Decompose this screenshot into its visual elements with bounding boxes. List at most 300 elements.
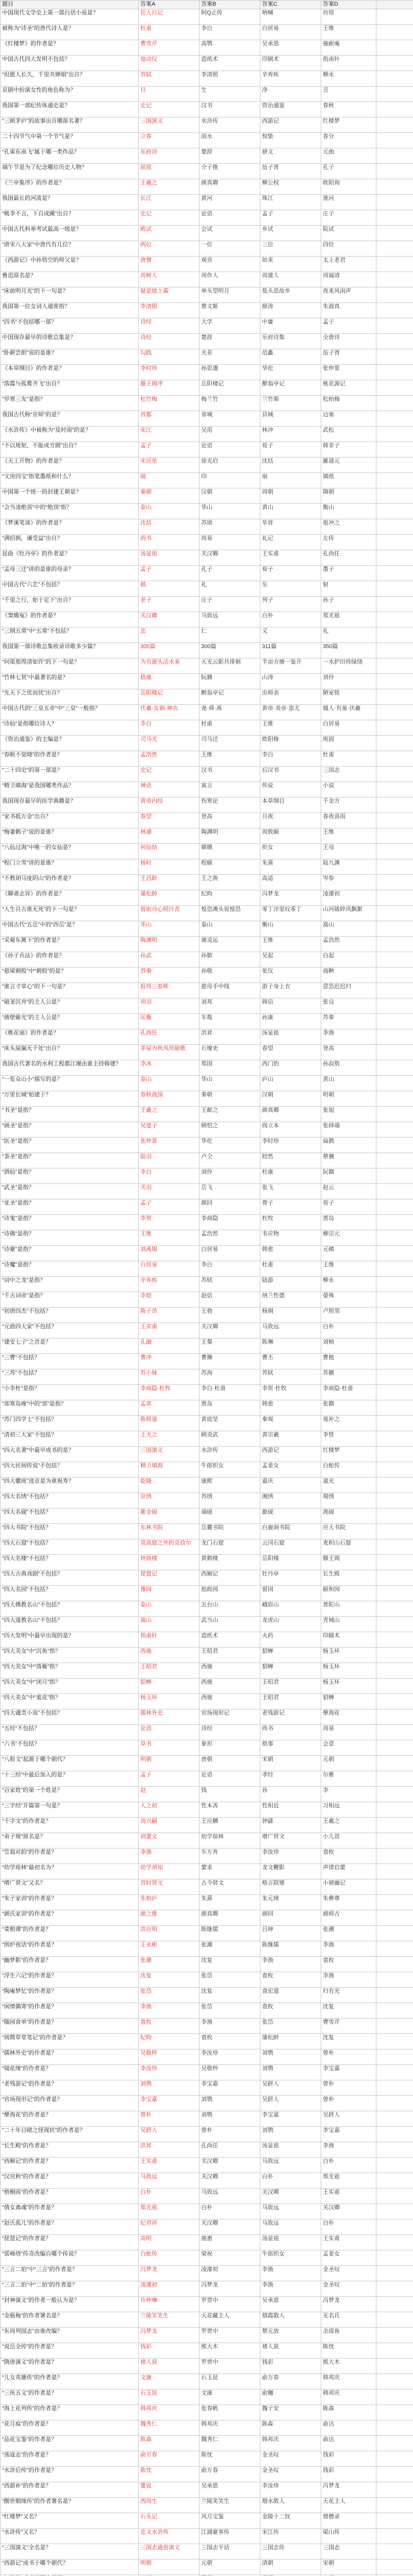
answer-a-cell[interactable]: 狂人日记 [139,9,200,25]
answer-d-cell[interactable]: 冯梦龙 [321,2482,376,2498]
answer-b-cell[interactable]: 关汉卿 [200,2158,260,2173]
answer-d-cell[interactable]: 李贽 [321,1431,376,1447]
extra-cell[interactable] [376,1354,413,1369]
question-cell[interactable]: “幼学琼林”最初名为？ [1,1864,139,1879]
answer-b-cell[interactable]: 秦朝 [200,1091,260,1107]
answer-c-cell[interactable]: 张岱 [260,2019,321,2034]
answer-b-cell[interactable]: 阮籍 [200,674,260,689]
answer-a-cell[interactable]: 泰山 [139,1601,200,1617]
answer-c-cell[interactable]: 王昭君 [260,1679,321,1694]
question-cell[interactable]: “竹林七贤”中最著名的是？ [1,674,139,689]
extra-cell[interactable] [376,1524,413,1539]
answer-c-cell[interactable]: 李汝珍 [260,2482,321,2498]
answer-c-cell[interactable]: 云冈石窟 [260,1539,321,1555]
question-cell[interactable]: 中国古代四大发明不包括？ [1,56,139,71]
answer-b-cell[interactable]: 陈忱 [200,2451,260,2467]
answer-d-cell[interactable]: 韩邦庆 [321,2374,376,2389]
answer-a-cell[interactable]: 冯梦龙 [139,2266,200,2281]
answer-b-cell[interactable]: 论语 [200,442,260,457]
question-cell[interactable]: “家书抵万金”出自？ [1,813,139,828]
answer-b-cell[interactable]: 兰陵笑笑生 [200,2498,260,2513]
extra-cell[interactable] [376,921,413,937]
answer-d-cell[interactable]: 赵云 [321,1184,376,1199]
question-cell[interactable]: “三言二拍”中“三言”的作者是？ [1,2266,139,2281]
answer-d-cell[interactable]: 嵩山 [321,921,376,937]
answer-a-cell[interactable]: 王羲之 [139,1107,200,1122]
extra-cell[interactable] [376,1833,413,1849]
answer-d-cell[interactable]: 俞达 [321,2420,376,2436]
answer-b-cell[interactable]: 曾朴 [200,2127,260,2142]
extra-cell[interactable] [376,365,413,380]
question-cell[interactable]: “闲情偶寄”的作者是？ [1,2003,139,2019]
question-cell[interactable]: “四大美女”中“沉鱼”指？ [1,1648,139,1663]
answer-a-cell[interactable]: 貂蝉 [139,1679,200,1694]
extra-cell[interactable] [376,705,413,720]
answer-b-cell[interactable]: 曹操 [200,1354,260,1369]
answer-a-cell[interactable]: 石玉昆 [139,2389,200,2405]
answer-a-cell[interactable]: 陶渊明 [139,937,200,952]
answer-c-cell[interactable]: 嘉庆 [260,1478,321,1493]
answer-b-cell[interactable]: 周易 [200,535,260,550]
extra-cell[interactable] [376,1462,413,1478]
answer-d-cell[interactable]: 沈复 [321,2034,376,2049]
answer-b-cell[interactable]: 王维 [200,751,260,767]
answer-a-cell[interactable]: 曹雪芹 [139,40,200,56]
answer-a-cell[interactable]: 石头记 [139,2513,200,2529]
answer-b-cell[interactable]: 伤寒论 [200,798,260,813]
question-cell[interactable]: “人生自古谁无死”的下一句是？ [1,906,139,921]
extra-cell[interactable] [376,1756,413,1771]
question-cell[interactable]: “雷峰塔”传奇改编自哪个传说？ [1,2250,139,2266]
answer-d-cell[interactable]: 登高 [321,1045,376,1060]
extra-cell[interactable] [376,457,413,473]
extra-cell[interactable] [376,1478,413,1493]
answer-c-cell[interactable]: 吴趼人 [260,2080,321,2096]
answer-b-cell[interactable]: 仁 [200,628,260,643]
extra-cell[interactable] [376,2513,413,2529]
answer-b-cell[interactable]: 罗贯中 [200,2297,260,2312]
answer-a-cell[interactable]: 李贺 [139,1215,200,1230]
answer-b-cell[interactable]: 钱 [200,1787,260,1802]
answer-c-cell[interactable]: 陆游 [260,1277,321,1292]
answer-a-cell[interactable]: 诗经 [139,334,200,349]
answer-a-cell[interactable]: 尚书 [139,535,200,550]
answer-b-cell[interactable]: 王粲 [200,1338,260,1354]
answer-a-cell[interactable]: 三国志通俗演义 [139,2544,200,2560]
answer-b-cell[interactable]: 康熙 [200,1478,260,1493]
answer-a-cell[interactable]: 西周生 [139,2498,200,2513]
answer-d-cell[interactable]: 张潮 [321,1926,376,1941]
answer-c-cell[interactable]: 汤显祖 [260,2235,321,2250]
extra-cell[interactable] [376,2297,413,2312]
extra-cell[interactable] [376,1879,413,1895]
answer-b-cell[interactable]: 李清照 [200,71,260,87]
answer-a-cell[interactable]: 殿试 [139,226,200,241]
answer-c-cell[interactable]: 李宝嘉 [260,2111,321,2127]
extra-cell[interactable] [376,2235,413,2250]
answer-d-cell[interactable]: 卢照邻 [321,1308,376,1323]
answer-c-cell[interactable]: 张飞 [260,1184,321,1199]
answer-c-cell[interactable]: 冯梦龙 [260,890,321,906]
extra-cell[interactable] [376,1246,413,1261]
answer-a-cell[interactable]: 纪昀 [139,2034,200,2049]
answer-d-cell[interactable]: 意恐迟迟归 [321,983,376,998]
answer-a-cell[interactable]: 钱彩 [139,2343,200,2359]
answer-b-cell[interactable]: 泰山 [200,921,260,937]
answer-a-cell[interactable]: 郑光祖 [139,2204,200,2219]
answer-c-cell[interactable]: 义 [260,628,321,643]
answer-c-cell[interactable]: 韩愈 [260,1400,321,1416]
extra-cell[interactable] [376,1802,413,1818]
extra-cell[interactable] [376,2359,413,2374]
answer-b-cell[interactable]: 西厢记 [200,1570,260,1586]
answer-a-cell[interactable]: 伏羲·女娲·神农 [139,705,200,720]
answer-a-cell[interactable]: 李冰 [139,1060,200,1076]
answer-c-cell[interactable]: 骈文 [260,148,321,164]
answer-c-cell[interactable]: 白鹿洞书院 [260,1524,321,1539]
question-cell[interactable]: “倩女离魂”的作者是？ [1,2204,139,2219]
answer-b-cell[interactable]: 风月宝鉴 [200,2513,260,2529]
answer-b-cell[interactable]: 赵佶 [200,1292,260,1308]
answer-c-cell[interactable]: 朱元璋 [260,1895,321,1910]
answer-d-cell[interactable]: 苏秦 [321,1014,376,1029]
answer-c-cell[interactable]: 袁枚 [260,1972,321,1988]
extra-cell[interactable] [376,813,413,828]
question-cell[interactable]: 我国现存最早的医学典籍是？ [1,798,139,813]
answer-c-cell[interactable]: 白朴 [260,612,321,628]
answer-c-cell[interactable]: 范蠡 [260,349,321,365]
answer-d-cell[interactable]: 千金方 [321,798,376,813]
answer-d-cell[interactable]: 元曲 [321,148,376,164]
answer-d-cell[interactable]: 孟子 [321,318,376,334]
extra-cell[interactable] [376,736,413,751]
answer-c-cell[interactable]: 春望 [260,1045,321,1060]
answer-a-cell[interactable]: 吴道子 [139,1122,200,1138]
answer-c-cell[interactable]: 袁枚 [260,2003,321,2019]
answer-c-cell[interactable]: 如来 [260,257,321,272]
answer-d-cell[interactable]: 孔子 [321,164,376,179]
extra-cell[interactable] [376,844,413,859]
answer-a-cell[interactable]: 论语 [139,1725,200,1740]
question-cell[interactable]: “精卫填海”是我国哪类作品？ [1,782,139,798]
header-answer-d[interactable]: 答案D [321,1,376,9]
answer-b-cell[interactable]: 白朴 [200,2204,260,2219]
extra-cell[interactable] [376,2312,413,2328]
answer-d-cell[interactable]: 金圣叹 [321,2266,376,2281]
answer-b-cell[interactable]: 石壕吏 [200,1045,260,1060]
answer-c-cell[interactable]: 零丁洋里叹零丁 [260,906,321,921]
question-cell[interactable]: “凿壁偷光”的主人公是？ [1,1014,139,1029]
question-cell[interactable]: “儿女英雄传”的作者是？ [1,2374,139,2389]
answer-b-cell[interactable]: 司马迁 [200,736,260,751]
extra-cell[interactable] [376,2173,413,2189]
question-cell[interactable]: “四大道教名山”不包括？ [1,1617,139,1632]
extra-cell[interactable] [376,148,413,164]
answer-d-cell[interactable]: 王维 [321,25,376,40]
extra-cell[interactable] [376,117,413,133]
answer-d-cell[interactable]: 扁鹊 [321,1138,376,1153]
extra-cell[interactable] [376,210,413,226]
question-cell[interactable]: “满招损，谦受益”出自？ [1,535,139,550]
question-cell[interactable]: “二十年目睹之怪现状”的作者是？ [1,2127,139,2142]
question-cell[interactable]: “陶庵梦忆”的作者是？ [1,1988,139,2003]
answer-d-cell[interactable]: 春夜喜雨 [321,813,376,828]
extra-cell[interactable] [376,2158,413,2173]
extra-cell[interactable] [376,2544,413,2560]
answer-b-cell[interactable]: 汉朝 [200,488,260,504]
answer-d-cell[interactable]: 彷徨 [321,9,376,25]
answer-c-cell[interactable]: 袁宏道 [260,1988,321,2003]
answer-d-cell[interactable]: 朱淑真 [321,303,376,318]
answer-c-cell[interactable]: 乐府诗集 [260,334,321,349]
answer-d-cell[interactable]: 班固 [321,736,376,751]
answer-c-cell[interactable]: 俞樾 [260,2389,321,2405]
answer-c-cell[interactable]: 马致远 [260,2219,321,2235]
question-cell[interactable]: 《梦溪笔谈》的作者是？ [1,519,139,535]
extra-cell[interactable] [376,875,413,890]
answer-b-cell[interactable]: 汉书 [200,102,260,117]
answer-c-cell[interactable]: 周建人 [260,272,321,287]
answer-c-cell[interactable]: 辛弃疾 [260,71,321,87]
answer-c-cell[interactable]: 三位 [260,241,321,257]
extra-cell[interactable] [376,674,413,689]
answer-b-cell[interactable]: 梁祝 [200,2250,260,2266]
answer-d-cell[interactable]: 印刷术 [321,1632,376,1648]
answer-d-cell[interactable]: 黄山 [321,1076,376,1091]
answer-a-cell[interactable]: 嵩山 [139,1617,200,1632]
answer-c-cell[interactable]: 貂蝉 [260,1663,321,1679]
extra-cell[interactable] [376,689,413,705]
extra-cell[interactable] [376,1277,413,1292]
question-cell[interactable]: “醒世姻缘传”的作者署名是？ [1,2498,139,2513]
answer-c-cell[interactable]: 峨眉山 [260,1601,321,1617]
extra-cell[interactable] [376,9,413,25]
answer-b-cell[interactable]: 象形 [200,1740,260,1756]
answer-b-cell[interactable]: 江湖豪客传 [200,2529,260,2544]
answer-a-cell[interactable]: 幼学须知 [139,1864,200,1879]
question-cell[interactable]: “西游补”的作者是？ [1,2482,139,2498]
answer-b-cell[interactable]: 省城 [200,411,260,427]
question-cell[interactable]: “郊寒岛瘦”中的“郊”是指？ [1,1400,139,1416]
answer-a-cell[interactable]: 褚人获 [139,2359,200,2374]
question-cell[interactable]: “东周列国志”由谁改编？ [1,2328,139,2343]
answer-c-cell[interactable]: 珠江 [260,195,321,210]
question-cell[interactable]: “不教胡马度阴山”的作者是？ [1,875,139,890]
answer-d-cell[interactable]: 天花主人 [321,2498,376,2513]
extra-cell[interactable] [376,1509,413,1524]
answer-d-cell[interactable]: 张籍 [321,1400,376,1416]
question-cell[interactable]: “问渠那得清如许”的下一句是？ [1,658,139,674]
answer-a-cell[interactable]: 神话 [139,782,200,798]
answer-a-cell[interactable]: 许仲琳 [139,2297,200,2312]
extra-cell[interactable] [376,1045,413,1060]
answer-b-cell[interactable]: 颜回 [200,1199,260,1215]
question-cell[interactable]: “千里之行，始于足下”出自？ [1,597,139,612]
answer-a-cell[interactable]: 疑是地上霜 [139,287,200,303]
answer-c-cell[interactable]: 扇 [260,473,321,488]
question-cell[interactable]: “桃李不言，下自成蹊”出自？ [1,210,139,226]
question-cell[interactable]: “落霞与孤鹜齐飞”出自？ [1,380,139,396]
question-cell[interactable]: “封神演义”的作者一般认为是？ [1,2297,139,2312]
answer-b-cell[interactable]: 石玉昆 [200,2374,260,2389]
answer-d-cell[interactable]: 三国志 [321,767,376,782]
extra-cell[interactable] [376,2498,413,2513]
answer-d-cell[interactable]: 声律启蒙 [321,1864,376,1879]
question-cell[interactable]: “二十四史”的第一部是？ [1,767,139,782]
answer-a-cell[interactable]: 兰陵笑笑生 [139,2312,200,2328]
answer-a-cell[interactable]: 孟子 [139,1199,200,1215]
answer-b-cell[interactable]: 华山 [200,1076,260,1091]
answer-b-cell[interactable]: 三国志平话 [200,2544,260,2560]
answer-b-cell[interactable]: 高鹗 [200,40,260,56]
answer-a-cell[interactable]: 汤显祖 [139,550,200,566]
answer-a-cell[interactable]: 草书 [139,1740,200,1756]
extra-cell[interactable] [376,1694,413,1709]
question-cell[interactable]: “赵氏孤儿”的作者是？ [1,2219,139,2235]
answer-b-cell[interactable]: 刘邦 [200,998,260,1014]
extra-cell[interactable] [376,1385,413,1400]
answer-b-cell[interactable]: 造纸术 [200,56,260,71]
answer-a-cell[interactable]: 辛弃疾 [139,1277,200,1292]
answer-b-cell[interactable]: 庄子 [200,597,260,612]
question-cell[interactable]: “词中之龙”是指？ [1,1277,139,1292]
answer-a-cell[interactable]: 两位 [139,241,200,257]
question-cell[interactable]: “三侠五义”的作者是？ [1,2389,139,2405]
extra-cell[interactable] [376,2034,413,2049]
answer-d-cell[interactable]: 李渔 [321,1972,376,1988]
answer-b-cell[interactable]: 张春帆 [200,2405,260,2420]
answer-c-cell[interactable]: 岳阳楼 [260,1555,321,1570]
answer-b-cell[interactable]: 观音 [200,257,260,272]
extra-cell[interactable] [376,318,413,334]
answer-b-cell[interactable]: 陈继儒 [200,1926,260,1941]
answer-a-cell[interactable]: 杨时 [139,859,200,875]
header-answer-b[interactable]: 答案B [200,1,260,9]
answer-c-cell[interactable]: 蔡元放 [260,2328,321,2343]
answer-b-cell[interactable]: 孔尚任 [200,2142,260,2158]
extra-cell[interactable] [376,612,413,628]
question-cell[interactable]: “四大名园”不包括？ [1,1586,139,1601]
extra-cell[interactable] [376,1308,413,1323]
answer-c-cell[interactable]: 龙文鞭影 [260,1864,321,1879]
answer-d-cell[interactable]: 小说 [321,782,376,798]
answer-b-cell[interactable]: 吴用 [200,427,260,442]
answer-c-cell[interactable]: 荀子 [260,566,321,581]
answer-c-cell[interactable]: 汤显祖 [260,1029,321,1045]
answer-d-cell[interactable]: 貂蝉 [321,1694,376,1709]
answer-c-cell[interactable]: 格言联璧 [260,1879,321,1895]
answer-c-cell[interactable]: 吴承恩 [260,2297,321,2312]
question-cell[interactable]: 《红楼梦》的作者是？ [1,40,139,56]
answer-d-cell[interactable]: 夜来风雨声 [321,287,376,303]
answer-c-cell[interactable]: 金陵十二钗 [260,2513,321,2529]
answer-a-cell[interactable]: 刘鹗 [139,2080,200,2096]
question-cell[interactable]: “随园食单”的作者是？ [1,2019,139,2034]
answer-b-cell[interactable]: 蔡文姬 [200,303,260,318]
answer-a-cell[interactable]: 周兴嗣 [139,1818,200,1833]
answer-a-cell[interactable]: 泰山 [139,1076,200,1091]
extra-cell[interactable] [376,751,413,767]
answer-d-cell[interactable]: 关汉卿 [321,2204,376,2219]
answer-c-cell[interactable]: 曾子 [260,1199,321,1215]
answer-c-cell[interactable]: 礼记 [260,535,321,550]
answer-d-cell[interactable]: 春秋 [321,102,376,117]
answer-d-cell[interactable]: 孽海花 [321,1709,376,1725]
question-cell[interactable]: “但愿人长久，千里共婵娟”出自？ [1,71,139,87]
answer-b-cell[interactable]: 印 [200,473,260,488]
extra-cell[interactable] [376,890,413,906]
answer-a-cell[interactable]: 报得三春晖 [139,983,200,998]
answer-d-cell[interactable]: 曾朴 [321,2049,376,2065]
answer-c-cell[interactable]: 褚人获 [260,2343,321,2359]
answer-d-cell[interactable]: 会意 [321,1740,376,1756]
answer-c-cell[interactable]: 李时珍 [260,1138,321,1153]
extra-cell[interactable] [376,968,413,983]
answer-d-cell[interactable]: 熊大木 [321,2359,376,2374]
answer-d-cell[interactable]: 礼 [321,628,376,643]
question-cell[interactable]: “医圣”是指？ [1,1138,139,1153]
question-cell[interactable]: 我国古代著名的水利工程都江堰由谁主持修建？ [1,1060,139,1076]
answer-a-cell[interactable]: 匡衡 [139,1014,200,1029]
answer-d-cell[interactable]: 俞达 [321,2436,376,2451]
answer-b-cell[interactable]: 孙思邈 [200,365,260,380]
answer-d-cell[interactable]: 王实甫 [321,2235,376,2250]
answer-b-cell[interactable]: 论语 [200,1771,260,1787]
question-cell[interactable]: “诗魔”是指？ [1,1261,139,1277]
answer-d-cell[interactable]: 郦道元 [321,457,376,473]
question-cell[interactable]: “万里长城”始建于？ [1,1091,139,1107]
question-cell[interactable]: “清初三大家”不包括？ [1,1431,139,1447]
extra-cell[interactable] [376,1957,413,1972]
answer-c-cell[interactable]: 华佗 [260,365,321,380]
extra-cell[interactable] [376,1292,413,1308]
answer-c-cell[interactable]: 半亩方塘一鉴开 [260,658,321,674]
question-cell[interactable]: “苏门四学士”不包括？ [1,1416,139,1431]
question-cell[interactable]: “千古词帝”是指？ [1,1292,139,1308]
question-cell[interactable]: “三国演义”全名是？ [1,2544,139,2560]
answer-d-cell[interactable]: 李宝嘉 [321,2065,376,2080]
question-cell[interactable]: “四大徽班”进京是为谁祝寿？ [1,1478,139,1493]
question-cell[interactable]: “笠翁对韵”的作者是？ [1,1849,139,1864]
answer-d-cell[interactable]: 钱彩 [321,2467,376,2482]
answer-c-cell[interactable]: 杜牧 [260,1215,321,1230]
answer-d-cell[interactable]: 颜师古 [321,1910,376,1926]
answer-d-cell[interactable]: 镇纸 [321,473,376,488]
answer-c-cell[interactable]: 中庸 [260,318,321,334]
question-cell[interactable]: “水浒后传”的作者是？ [1,2467,139,2482]
extra-cell[interactable] [376,488,413,504]
answer-a-cell[interactable]: 长江 [139,195,200,210]
answer-d-cell[interactable]: 王母 [321,844,376,859]
question-cell[interactable]: 京剧中扮演女性的角色称为？ [1,87,139,102]
question-cell[interactable]: 中国古代的“三皇五帝”中“三皇”一般指？ [1,705,139,720]
question-cell[interactable]: “八股文”起源于哪个朝代？ [1,1756,139,1771]
answer-a-cell[interactable]: 松竹梅 [139,396,200,411]
answer-a-cell[interactable]: 李商隐·杜牧 [139,1385,200,1400]
answer-c-cell[interactable]: 蒲松龄 [260,2034,321,2049]
answer-d-cell[interactable]: 李渔 [321,1029,376,1045]
extra-cell[interactable] [376,2343,413,2359]
extra-cell[interactable] [376,504,413,519]
answer-d-cell[interactable]: 李商隐·杜甫 [321,1385,376,1400]
answer-b-cell[interactable]: 刘伶 [200,1168,260,1184]
question-cell[interactable]: 《窦娥冤》的作者是？ [1,612,139,628]
answer-d-cell[interactable]: 贾岛 [321,1215,376,1230]
extra-cell[interactable] [376,1091,413,1107]
answer-b-cell[interactable]: 龙门石窟 [200,1539,260,1555]
extra-cell[interactable] [376,334,413,349]
answer-d-cell[interactable]: 王维 [321,1261,376,1277]
